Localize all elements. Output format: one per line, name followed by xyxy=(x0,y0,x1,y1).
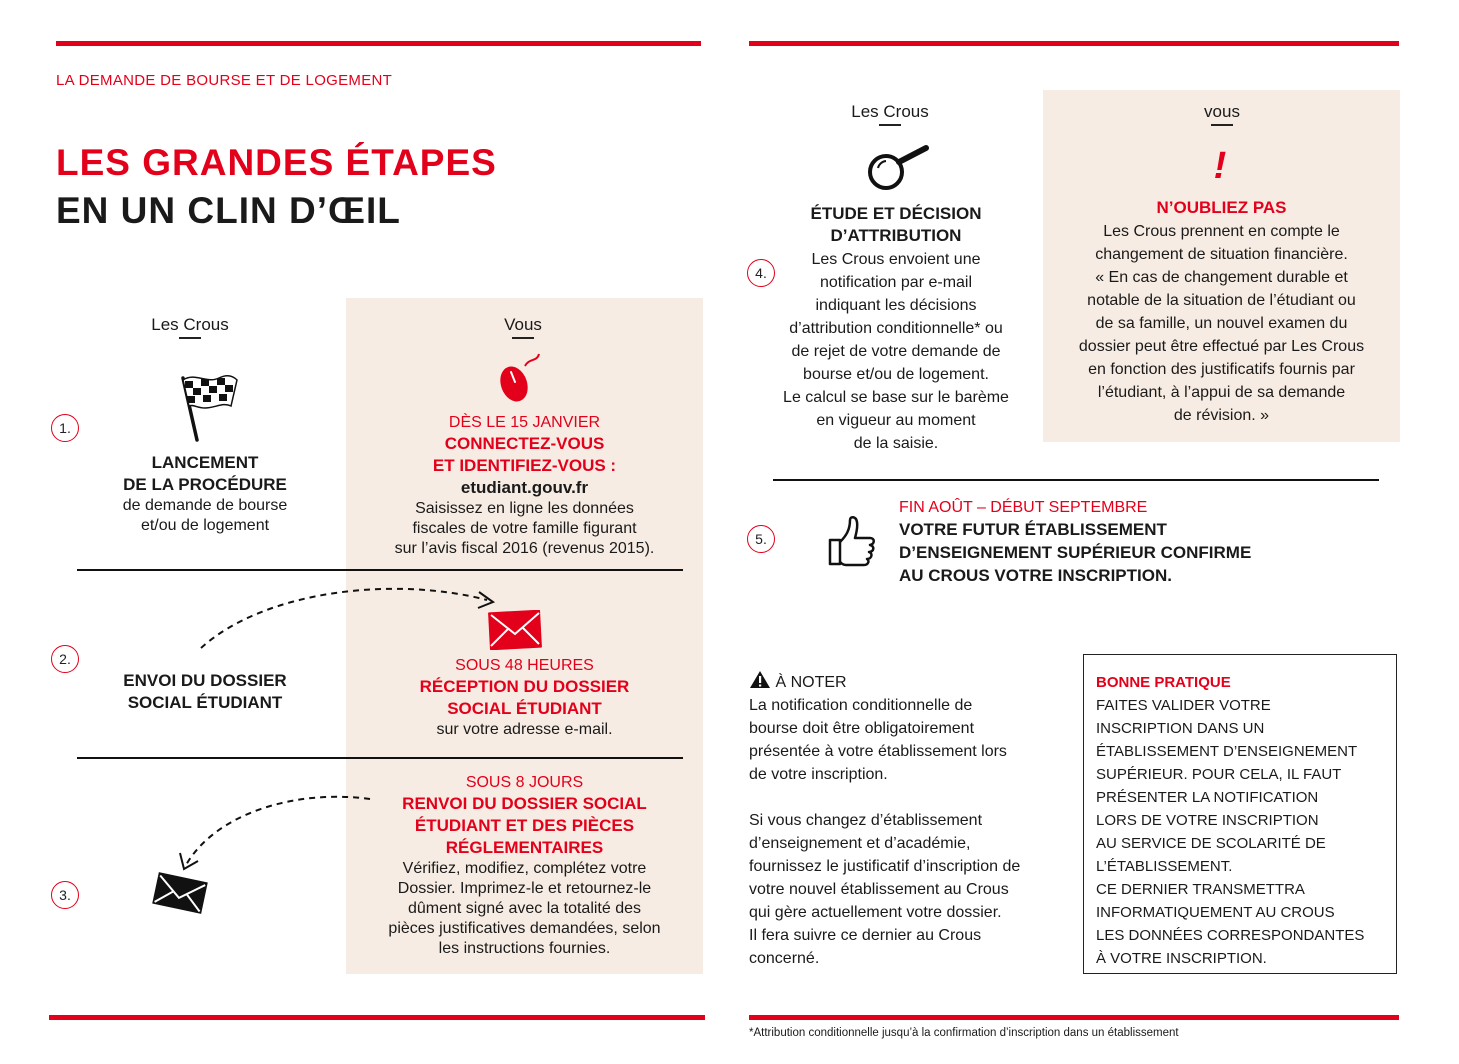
step2-crous-block xyxy=(90,670,320,714)
checkered-flag-icon xyxy=(175,372,241,449)
step1-crous-block xyxy=(90,452,320,536)
step4-vous-text7: en fonction des justificatifs fournis par xyxy=(1088,361,1355,378)
good-practice-line: LORS DE VOTRE INSCRIPTION xyxy=(1096,812,1319,829)
step3-vous-when: SOUS 8 JOURS xyxy=(465,774,584,791)
note-block xyxy=(749,670,1074,970)
step1-vous-block xyxy=(346,413,703,559)
step4-vous-text1: Les Crous prennent en compte le xyxy=(1103,223,1340,240)
step4-vous-text8: l’étudiant, à l’appui de sa demande xyxy=(1097,384,1346,401)
good-practice-box xyxy=(1083,654,1397,974)
step1-crous-title1: LANCEMENT xyxy=(151,453,259,472)
step5-block xyxy=(899,498,1379,587)
step2-vous-when: SOUS 48 HEURES xyxy=(455,657,594,674)
note-p2-1: Si vous changez d’établissement xyxy=(749,812,983,829)
step2-crous-title1: ENVOI DU DOSSIER xyxy=(123,671,287,690)
note-p2-6: Il fera suivre ce dernier au Crous xyxy=(749,927,982,944)
step2-vous-text1: sur votre adresse e-mail. xyxy=(436,721,613,738)
note-p2-2: d’enseignement et d’académie, xyxy=(749,835,971,852)
step-number-2: 2. xyxy=(51,645,79,673)
note-p2-4: votre nouvel établissement au Crous xyxy=(749,881,1009,898)
step4-title2: D’ATTRIBUTION xyxy=(830,226,962,245)
bottom-bar-right xyxy=(749,1015,1399,1020)
step4-vous-text4: notable de la situation de l’étudiant ou xyxy=(1087,292,1356,309)
step1-vous-title1: CONNECTEZ-VOUS xyxy=(444,434,605,453)
envelope-icon-red xyxy=(488,610,542,655)
note-p2-3: fournissez le justificatif d’inscription de xyxy=(749,858,1021,875)
note-heading xyxy=(749,670,1074,694)
good-practice-line: INSCRIPTION DANS UN xyxy=(1096,720,1265,737)
step3-vous-text1: Vérifiez, modifiez, complétez votre xyxy=(402,860,647,877)
step4-vous-text9: de révision. » xyxy=(1173,407,1270,424)
warning-icon xyxy=(749,670,771,689)
bottom-bar-left xyxy=(49,1015,705,1020)
step4-text3: indiquant les décisions xyxy=(815,297,977,314)
divider-2 xyxy=(77,757,683,759)
section-label: LA DEMANDE DE BOURSE ET DE LOGEMENT xyxy=(56,72,393,89)
step3-vous-text3: dûment signé avec la totalité des xyxy=(407,900,642,917)
top-bar-left xyxy=(56,41,701,46)
step2-vous-title1: RÉCEPTION DU DOSSIER xyxy=(419,677,630,696)
left-crous-heading xyxy=(120,315,260,339)
good-practice-line: FAITES VALIDER VOTRE xyxy=(1096,697,1271,714)
left-crous-heading-text: Les Crous xyxy=(151,315,229,334)
thumbs-up-icon xyxy=(826,512,878,573)
page-title-line2: EN UN CLIN D’ŒIL xyxy=(56,190,401,231)
left-vous-heading xyxy=(453,315,593,339)
exclamation-icon: ! xyxy=(1213,145,1227,187)
good-practice-line: INFORMATIQUEMENT AU CROUS xyxy=(1096,904,1335,921)
note-p1-3: présentée à votre établissement lors xyxy=(749,743,1007,760)
mouse-icon xyxy=(497,352,545,409)
step-number-4: 4. xyxy=(747,259,775,287)
heading-underline xyxy=(879,124,901,126)
step4-text8: en vigueur au moment xyxy=(816,412,976,429)
good-practice-line: AU SERVICE DE SCOLARITÉ DE xyxy=(1096,835,1326,852)
good-practice-line: CE DERNIER TRANSMETTRA xyxy=(1096,881,1305,898)
step4-crous-block xyxy=(760,203,1032,455)
step1-vous-when: DÈS LE 15 JANVIER xyxy=(448,414,601,431)
right-vous-heading xyxy=(1152,102,1292,126)
step1-vous-text3: sur l’avis fiscal 2016 (revenus 2015). xyxy=(394,540,655,557)
step2-vous-block xyxy=(346,656,703,740)
step1-crous-title2: DE LA PROCÉDURE xyxy=(123,475,287,494)
divider-1 xyxy=(77,569,683,571)
heading-underline xyxy=(1211,124,1233,126)
step4-text7: Le calcul se base sur le barème xyxy=(783,389,1009,406)
step4-text4: d’attribution conditionnelle* ou xyxy=(789,320,1003,337)
step3-vous-text2: Dossier. Imprimez-le et retournez-le xyxy=(397,880,652,897)
left-vous-heading-text: Vous xyxy=(504,315,542,334)
step3-vous-text5: les instructions fournies. xyxy=(438,940,611,957)
top-bar-right xyxy=(749,41,1399,46)
step4-vous-title: N’OUBLIEZ PAS xyxy=(1156,198,1287,217)
step1-crous-text1: de demande de bourse xyxy=(122,497,288,514)
note-p1-4: de votre inscription. xyxy=(749,766,888,783)
step-number-1: 1. xyxy=(51,414,79,442)
heading-underline xyxy=(512,337,534,339)
divider-3 xyxy=(773,479,1379,481)
note-label: À NOTER xyxy=(775,674,847,691)
step3-vous-title2: ÉTUDIANT ET DES PIÈCES xyxy=(414,816,635,835)
step4-text1: Les Crous envoient une xyxy=(811,251,981,268)
step4-text5: de rejet de votre demande de xyxy=(791,343,1001,360)
note-p1-2: bourse doit être obligatoirement xyxy=(749,720,975,737)
footnote: *Attribution conditionnelle jusqu’à la confirmation d’inscription dans un établissement xyxy=(749,1027,1179,1039)
step1-crous-text2: et/ou de logement xyxy=(140,517,270,534)
step2-vous-title2: SOCIAL ÉTUDIANT xyxy=(447,699,602,718)
step3-vous-block xyxy=(346,773,703,959)
step1-vous-text1: Saisissez en ligne les données xyxy=(415,500,634,517)
step3-vous-title1: RENVOI DU DOSSIER SOCIAL xyxy=(402,794,647,813)
step3-vous-title3: RÉGLEMENTAIRES xyxy=(445,838,604,857)
step4-text2: notification par e-mail xyxy=(819,274,973,291)
step-number-5: 5. xyxy=(747,525,775,553)
good-practice-line: L’ÉTABLISSEMENT. xyxy=(1096,858,1233,875)
note-p2-5: qui gère actuellement votre dossier. xyxy=(749,904,1002,921)
envelope-icon-black xyxy=(152,872,208,919)
right-crous-heading xyxy=(820,102,960,126)
step3-vous-text4: pièces justificatives demandées, selon xyxy=(388,920,661,937)
step4-title1: ÉTUDE ET DÉCISION xyxy=(810,204,982,223)
step4-text9: de la saisie. xyxy=(853,435,939,452)
step4-vous-text3: « En cas de changement durable et xyxy=(1095,269,1348,286)
good-practice-line: LES DONNÉES CORRESPONDANTES xyxy=(1096,927,1365,944)
step1-vous-text2: fiscales de votre famille figurant xyxy=(412,520,637,537)
note-p2-7: concerné. xyxy=(749,950,820,967)
step4-vous-text6: dossier peut être effectué par Les Crous xyxy=(1078,338,1365,355)
step4-vous-block xyxy=(1043,197,1400,427)
step2-crous-title2: SOCIAL ÉTUDIANT xyxy=(127,693,283,712)
heading-underline xyxy=(179,337,201,339)
right-vous-heading-text: vous xyxy=(1204,102,1240,121)
step4-vous-text2: changement de situation financière. xyxy=(1095,246,1348,263)
step5-title3: AU CROUS VOTRE INSCRIPTION. xyxy=(899,566,1172,585)
step5-when: FIN AOÛT – DÉBUT SEPTEMBRE xyxy=(899,499,1148,516)
note-p1-1: La notification conditionnelle de xyxy=(749,697,973,714)
right-crous-heading-text: Les Crous xyxy=(851,102,929,121)
good-practice-line: ÉTABLISSEMENT D’ENSEIGNEMENT xyxy=(1096,743,1358,760)
step1-vous-title2: ET IDENTIFIEZ-VOUS : xyxy=(432,456,617,475)
page-title-line1: LES GRANDES ÉTAPES xyxy=(56,142,497,183)
good-practice-line: PRÉSENTER LA NOTIFICATION xyxy=(1096,789,1319,806)
step4-text6: bourse et/ou de logement. xyxy=(803,366,989,383)
dashed-arrow-to-vous xyxy=(195,580,505,657)
good-practice-title: BONNE PRATIQUE xyxy=(1096,674,1231,691)
magnifier-icon xyxy=(866,144,932,199)
step5-title1: VOTRE FUTUR ÉTABLISSEMENT xyxy=(899,520,1167,539)
step5-title2: D’ENSEIGNEMENT SUPÉRIEUR CONFIRME xyxy=(899,543,1252,562)
step1-vous-site: etudiant.gouv.fr xyxy=(460,478,589,497)
step4-vous-text5: de sa famille, un nouvel examen du xyxy=(1095,315,1348,332)
good-practice-line: À VOTRE INSCRIPTION. xyxy=(1096,950,1267,967)
good-practice-line: SUPÉRIEUR. POUR CELA, IL FAUT xyxy=(1096,766,1342,783)
step-number-3: 3. xyxy=(51,881,79,909)
